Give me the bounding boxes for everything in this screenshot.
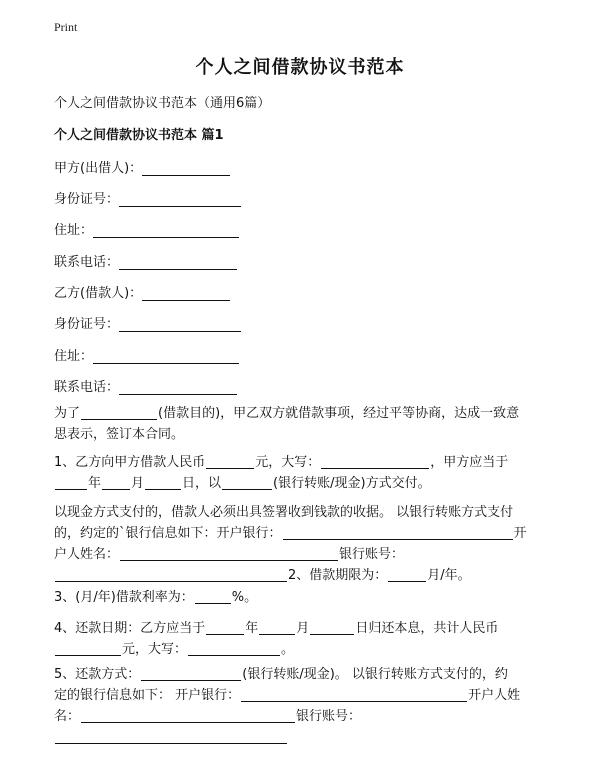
blank-line (142, 162, 230, 176)
lender-address-field (54, 219, 239, 238)
lender-name-field (54, 157, 230, 176)
text: 名： (54, 709, 81, 724)
field-label: 联系电话： (54, 255, 120, 270)
text: 月/年。 (427, 568, 471, 583)
section-heading: 个人之间借款协议书范本 篇1 (54, 128, 224, 143)
blank-line (206, 621, 244, 635)
clause-1-paragraph (54, 452, 554, 494)
text: 银行账号： (339, 547, 405, 562)
blank-line (119, 256, 237, 270)
text: 的，约定的`银行信息如下：开户银行： (54, 526, 282, 541)
text: 1、乙方向甲方借款人民币 (54, 455, 206, 470)
text: 日归还本息，共计人民币 (355, 621, 499, 636)
blank-line (141, 667, 241, 681)
clause-3-paragraph (54, 587, 554, 608)
text: 元，大写： (122, 642, 188, 657)
borrower-name-field (54, 282, 230, 301)
text: 日，以 (182, 476, 222, 491)
blank-line (119, 381, 237, 395)
text: 月 (131, 476, 145, 491)
blank-line (188, 642, 280, 656)
borrower-address-field (54, 345, 239, 364)
blank-line (145, 476, 181, 490)
borrower-id-field (54, 313, 241, 332)
purpose-paragraph (54, 403, 554, 445)
text: (银行转账/现金)。 以银行转账方式支付的，约 (242, 667, 508, 682)
blank-line (195, 590, 231, 604)
lender-id-field (54, 188, 241, 207)
blank-line (119, 193, 241, 207)
text: 年 (88, 476, 102, 491)
blank-line (310, 621, 354, 635)
text: (借款目的)，甲乙双方就借款事项，经过平等协商，达成一致意 (158, 406, 520, 421)
blank-line (55, 642, 121, 656)
blank-line (81, 709, 295, 723)
text: 月 (296, 621, 310, 636)
blank-line (259, 621, 295, 635)
blank-line (93, 224, 239, 238)
text: 2、借款期限为： (288, 568, 388, 583)
text: 元，大写： (255, 455, 321, 470)
field-label: 联系电话： (54, 380, 120, 395)
field-label: 乙方(借款人)： (54, 286, 143, 301)
print-label: Print (54, 20, 78, 34)
field-label: 身份证号： (54, 192, 120, 207)
document-title: 个人之间借款协议书范本 (195, 57, 405, 78)
text: 定的银行信息如下： 开户银行： (54, 688, 241, 703)
lender-phone-field (54, 251, 237, 270)
clause-payment-info-paragraph (54, 502, 554, 586)
text: 年 (245, 621, 259, 636)
text: 开 (513, 526, 527, 541)
text: 3、(月/年)借款利率为： (54, 590, 194, 605)
text: 为了 (54, 406, 81, 421)
text: 。 (281, 642, 295, 657)
blank-line (93, 350, 239, 364)
text: ，甲方应当于 (430, 455, 509, 470)
field-label: 住址： (54, 223, 94, 238)
text: 4、还款日期：乙方应当于 (54, 621, 206, 636)
blank-line (55, 568, 287, 582)
borrower-phone-field (54, 376, 237, 395)
blank-line (55, 476, 87, 490)
blank-line (120, 547, 338, 561)
text: 户人姓名： (54, 547, 120, 562)
blank-line (321, 455, 429, 469)
text: 以现金方式支付的，借款人必须出具签署收到钱款的收据。 以银行转账方式支付 (54, 505, 514, 520)
text: 银行账号： (296, 709, 362, 724)
clause-4-paragraph (54, 618, 554, 660)
field-label: 甲方(出借人)： (54, 161, 143, 176)
blank-line (241, 688, 467, 702)
blank-line (119, 318, 241, 332)
field-label: 身份证号： (54, 317, 120, 332)
blank-line (388, 568, 426, 582)
blank-line (142, 287, 230, 301)
blank-line (102, 476, 130, 490)
text: (银行转账/现金)方式交付。 (273, 476, 431, 491)
field-label: 住址： (54, 349, 94, 364)
blank-line (206, 455, 254, 469)
blank-line (81, 406, 157, 420)
text: 开户人姓 (468, 688, 521, 703)
clause-5-paragraph (54, 664, 554, 748)
blank-line (283, 526, 513, 540)
blank-line (222, 476, 272, 490)
blank-line (55, 730, 287, 744)
document-subtitle: 个人之间借款协议书范本（通用6篇） (54, 96, 271, 111)
text: %。 (231, 590, 258, 605)
text: 思表示，签订本合同。 (54, 427, 185, 442)
text: 5、还款方式： (54, 667, 141, 682)
